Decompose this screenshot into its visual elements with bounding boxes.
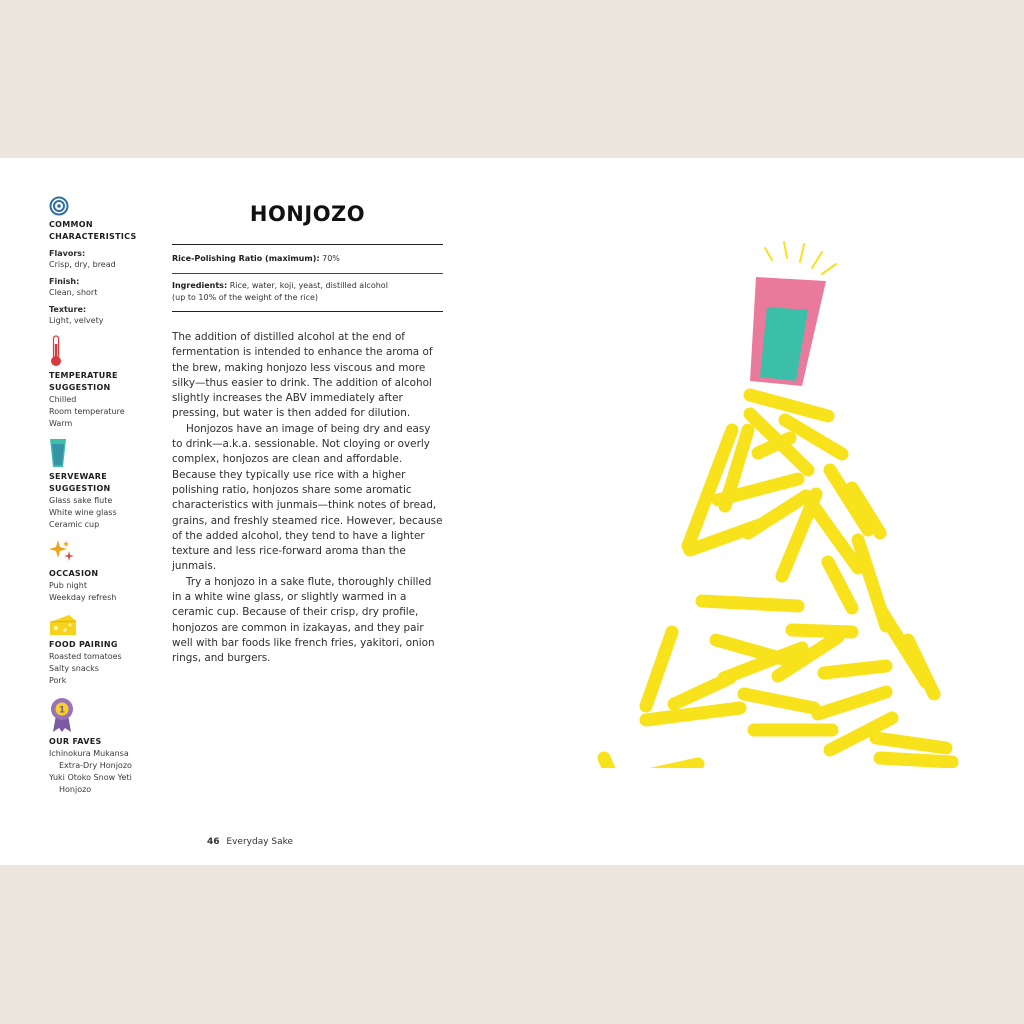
french-fries-sake-illustration xyxy=(590,238,970,768)
page-number: 46 xyxy=(207,837,220,847)
ratio-value: 70% xyxy=(322,254,340,263)
fave-line: Ichinokura Mukansa xyxy=(49,749,129,758)
body-text xyxy=(172,330,444,667)
common-heading-line2: CHARACTERISTICS xyxy=(49,232,137,241)
body-paragraph: Try a honjozo in a sake flute, thoroughly chilled in a white wine glass, or slightly warmed in a ceramic cup. Because of their crisp, dry profile, honjozos are common in izakayas, and they pair well with bar foods like french fries, yakitori, onion rings, and burgers. xyxy=(172,575,435,665)
occasion-item: Pub night xyxy=(49,581,87,590)
ingredients-line1: Rice, water, koji, yeast, distilled alcohol xyxy=(229,281,388,290)
ingredients-label: Ingredients: xyxy=(172,281,228,290)
spec-divider xyxy=(172,273,443,274)
title-rule xyxy=(172,244,443,245)
fave-line: Honjozo xyxy=(59,785,92,794)
serveware-heading-line2: SUGGESTION xyxy=(49,484,111,493)
food-pairing-item: Roasted tomatoes xyxy=(49,652,122,661)
ingredients xyxy=(172,280,443,304)
occasion-item: Weekday refresh xyxy=(49,593,117,602)
body-paragraph: The addition of distilled alcohol at the end of fermentation is intended to enhance the aroma of the brew, making honjozo less viscous and more silky—thus easier to drink. The addition of alcohol slightly increases the ABV immediately after pressing, but water is then added for dilution. xyxy=(172,331,433,420)
sparkle-icon xyxy=(49,539,75,565)
serveware-item: Glass sake flute xyxy=(49,496,113,505)
temperature-section xyxy=(49,335,169,430)
finish-label: Finish: xyxy=(49,277,80,286)
flavors-value: Crisp, dry, bread xyxy=(49,260,116,269)
flavors-label: Flavors: xyxy=(49,249,86,258)
food-pairing-heading: FOOD PAIRING xyxy=(49,640,118,649)
fries-pile xyxy=(604,395,952,768)
target-icon xyxy=(49,196,69,216)
temperature-heading-line2: SUGGESTION xyxy=(49,383,111,392)
our-faves-heading: OUR FAVES xyxy=(49,737,102,746)
ingredients-line2: (up to 10% of the weight of the rice) xyxy=(172,293,319,302)
thermometer-icon xyxy=(49,335,63,367)
body-paragraph: Honjozos have an image of being dry and easy to drink—a.k.a. sessionable. Not cloying or overly complex, honjozos are clean and affordable. Because they typically use rice with a higher polishing ratio, honjozos share some aromatic characteristics with junmais—think notes of bread, grains, and freshly steamed rice. However, because of the added alcohol, they tend to have a lighter texture and less rice-forward aroma than the junmais. xyxy=(172,422,443,573)
texture-value: Light, velvety xyxy=(49,316,104,325)
ratio-label: Rice-Polishing Ratio (maximum): xyxy=(172,254,320,263)
fave-line: Yuki Otoko Snow Yeti xyxy=(49,773,132,782)
award-number: 1 xyxy=(58,705,66,716)
common-characteristics-section xyxy=(49,196,169,327)
page-footer xyxy=(207,837,293,847)
book-page xyxy=(0,158,1024,865)
common-heading-line1: COMMON xyxy=(49,220,93,229)
temperature-item: Warm xyxy=(49,419,73,428)
sake-glass-icon xyxy=(750,277,826,386)
texture-label: Texture: xyxy=(49,305,87,314)
serveware-item: Ceramic cup xyxy=(49,520,100,529)
food-pairing-item: Pork xyxy=(49,676,67,685)
fave-line: Extra-Dry Honjozo xyxy=(59,761,132,770)
temperature-item: Chilled xyxy=(49,395,77,404)
our-faves-section xyxy=(49,697,169,796)
temperature-heading-line1: TEMPERATURE xyxy=(49,371,118,380)
occasion-heading: OCCASION xyxy=(49,569,99,578)
temperature-item: Room temperature xyxy=(49,407,125,416)
serveware-section xyxy=(49,438,169,531)
food-pairing-section xyxy=(49,614,169,687)
flute-glass-icon xyxy=(49,438,67,468)
shine-lines xyxy=(765,242,836,274)
page-title: HONJOZO xyxy=(249,202,366,226)
occasion-section xyxy=(49,539,169,604)
food-pairing-item: Salty snacks xyxy=(49,664,99,673)
book-title: Everyday Sake xyxy=(226,837,294,847)
award-ribbon-icon xyxy=(49,697,75,733)
spec-bottom-rule xyxy=(172,311,443,312)
finish-value: Clean, short xyxy=(49,288,98,297)
serveware-item: White wine glass xyxy=(49,508,117,517)
sidebar xyxy=(49,196,169,800)
serveware-heading-line1: SERVEWARE xyxy=(49,472,108,481)
cheese-icon xyxy=(49,614,77,636)
rice-polishing-ratio xyxy=(172,253,443,265)
